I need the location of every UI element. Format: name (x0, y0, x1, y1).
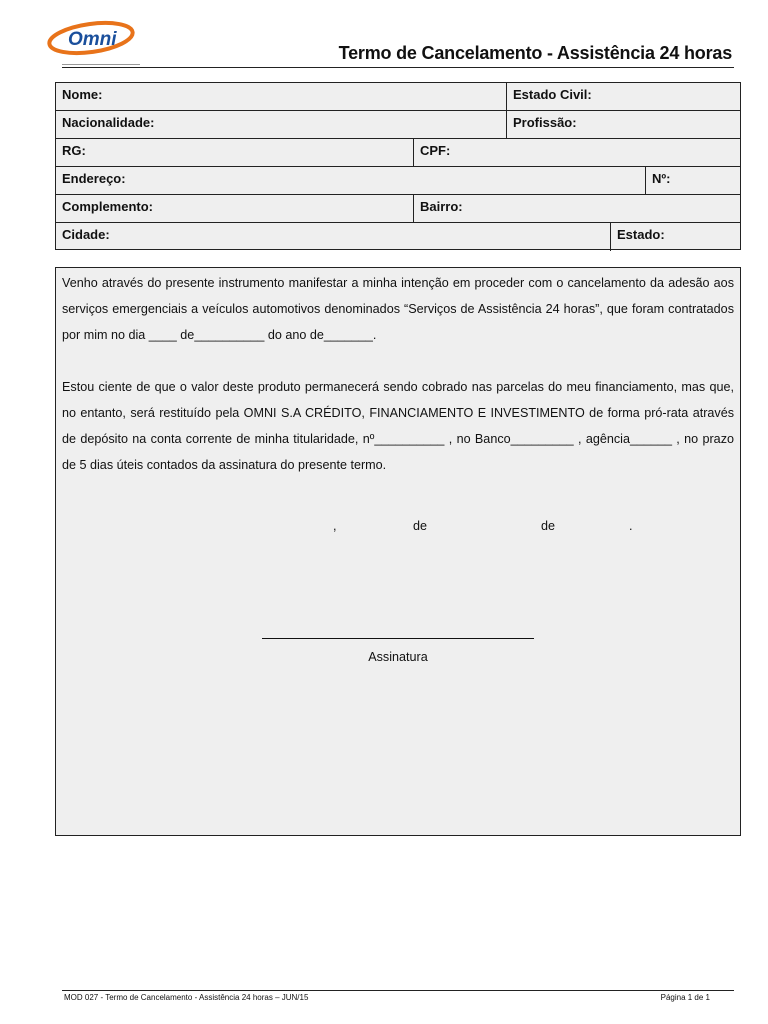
omni-logo (46, 18, 138, 60)
document-title: Termo de Cancelamento - Assistência 24 horas (338, 43, 732, 63)
personal-data-form (55, 82, 741, 250)
profissao-field[interactable]: Profissão: (506, 111, 742, 138)
form-row-2 (56, 111, 740, 139)
rg-field[interactable]: RG: (62, 143, 86, 158)
nome-field[interactable]: Nome: (62, 87, 103, 102)
date-de-year: de (541, 519, 556, 533)
cidade-field[interactable]: Cidade: (62, 227, 110, 242)
header-accent-rule (62, 64, 140, 65)
signature-label: Assinatura (368, 650, 428, 664)
logo-text: Omni (68, 29, 117, 50)
nacionalidade-field[interactable]: Nacionalidade: (62, 115, 155, 130)
form-row-3 (56, 139, 740, 167)
estado-field[interactable]: Estado: (610, 223, 742, 251)
bairro-field[interactable]: Bairro: (413, 195, 742, 222)
date-period: . (629, 519, 633, 533)
declaration-box (55, 267, 741, 836)
estado-civil-field[interactable]: Estado Civil: (506, 83, 742, 110)
form-row-5 (56, 195, 740, 223)
cpf-field[interactable]: CPF: (413, 139, 742, 166)
footer-form-code: MOD 027 - Termo de Cancelamento - Assistência 24 horas – JUN/15 (64, 993, 309, 1002)
signature-line[interactable] (262, 638, 534, 639)
footer-page-number: Página 1 de 1 (660, 993, 710, 1002)
header-rule (62, 67, 734, 68)
form-row-1 (56, 83, 740, 111)
complemento-field[interactable]: Complemento: (62, 199, 153, 214)
footer-rule (62, 990, 734, 991)
date-de-month: de (413, 519, 428, 533)
date-line (56, 519, 740, 539)
declaration-paragraph-2: Estou ciente de que o valor deste produto permanecerá sendo cobrado nas parcelas do meu financiamento, mas que, no entanto, será restituído pela OMNI S.A CRÉDITO, FINANCIAMENTO E INVESTIMENTO de forma pró-rata através de depósito na conta corrente de minha titularidade, nº__________ , no Banco_________ , agência______ , no prazo de 5 dias úteis contados da assinatura do presente termo. (62, 380, 734, 472)
date-comma: , (333, 519, 337, 533)
declaration-paragraph-1: Venho através do presente instrumento manifestar a minha intenção em proceder com o cancelamento da adesão aos serviços emergenciais a veículos automotivos denominados “Serviços de Assistência 24 horas”, que foram contratados por mim no dia ____ de__________ do ano de_______. (62, 276, 734, 342)
form-row-6 (56, 223, 740, 251)
numero-field[interactable]: Nº: (645, 167, 742, 194)
endereco-field[interactable]: Endereço: (62, 171, 126, 186)
form-row-4 (56, 167, 740, 195)
